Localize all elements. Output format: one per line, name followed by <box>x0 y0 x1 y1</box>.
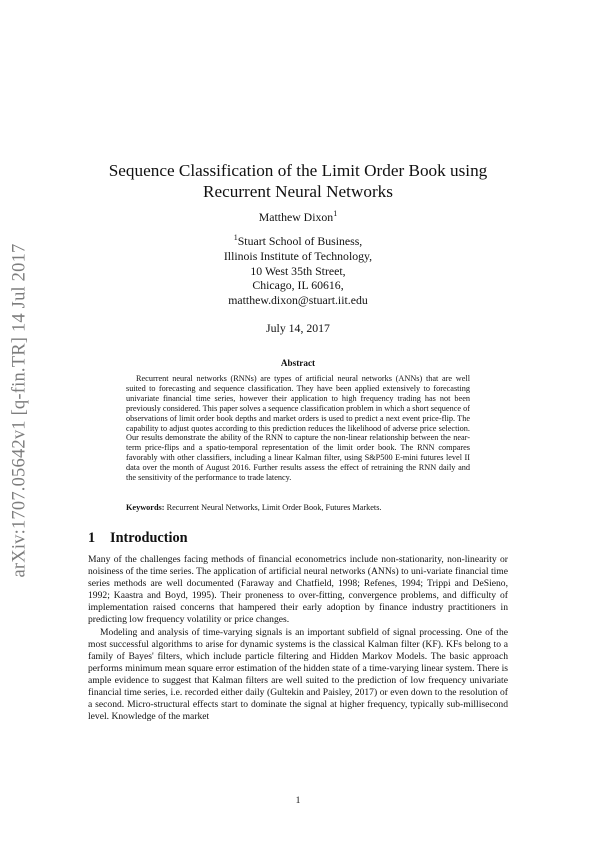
author-affiliation-mark: 1 <box>333 209 338 219</box>
arxiv-stamp-text: arXiv:1707.05642v1 [q-fin.TR] 14 Jul 2017 <box>9 243 30 577</box>
keywords <box>126 503 470 513</box>
paper-title <box>88 160 508 202</box>
paragraph-2: Modeling and analysis of time-varying signals is an important subfield of signal processing. One of the most successful algorithms to arise for dynamic systems is the classical Kalman filter (KF). KFs belong to a family of Bayes' filters, which include particle filtering and Hidden Markov Models. The basic approach performs minimum mean square error estimation of the hidden state of a time-varying linear system. There is ample evidence to suggest that Kalman filters are well suited to the prediction of low frequency univariate financial time series, i.e. recorded either daily (Gultekin and Paisley, 2017) or even down to the resolution of a second. Micro-structural effects start to dominate the signal at higher frequency, typically sub-millisecond level. Knowledge of the market <box>88 626 508 723</box>
affiliation-line-2: Illinois Institute of Technology, <box>223 248 373 263</box>
affiliation-line-1: $^1$Stuart School of Business, <box>233 233 363 248</box>
title-line-2: Recurrent Neural Networks <box>203 182 393 201</box>
paragraph-1: Many of the challenges facing methods of financial econometrics include non-stationarity, non-linearity or noisiness of the time series. The application of artificial neural networks (ANNs) to uni-variate financial time series methods are well documented (Faraway and Chatfield, 1998; Refenes, 1994; Trippi and DeSieno, 1992; Kaastra and Boyd, 1995). Their proneness to over-fitting, convergence problems, and difficulty of implementation raised concerns that hampered their early adoption by finance industry practitioners in predicting low frequency volatility or price changes. <box>88 554 508 626</box>
page-number: 1 <box>295 795 301 806</box>
author <box>88 210 508 225</box>
section-heading <box>88 530 188 547</box>
author-email[interactable]: matthew.dixon@stuart.iit.edu <box>228 293 368 308</box>
affiliation-block <box>88 234 508 308</box>
section-body <box>88 554 508 723</box>
arxiv-stamp <box>4 230 36 590</box>
keywords-label: Keywords: <box>126 503 165 512</box>
affiliation-line-4: Chicago, IL 60616, <box>252 278 344 293</box>
abstract-text: Recurrent neural networks (RNNs) are types of artificial neural networks (ANNs) that are well suited to forecasting and sequence classification. They have been applied extensively to forecasting univariate financial time series, however their application to high frequency trading has not been previously considered. This paper solves a sequence classification problem in which a short sequence of observations of limit order book depths and market orders is used to predict a next event price-flip. The capability to adjust quotes according to this prediction reduces the likelihood of adverse price selection. Our results demonstrate the ability of the RNN to capture the non-linear relationship between the near-term price-flips and a spatio-temporal representation of the limit order book. The RNN compares favorably with other classifiers, including a linear Kalman filter, using S&P500 E-mini futures level II data over the month of August 2016. Further results assess the effect of retraining the RNN daily and the sensitivity of the performance to trade latency. <box>126 374 470 483</box>
affiliation-line-3: 10 West 35th Street, <box>250 263 346 278</box>
section-number: 1 <box>88 530 96 546</box>
abstract-heading: Abstract <box>280 358 316 368</box>
affiliation-mark: 1 <box>233 233 238 243</box>
title-line-1: Sequence Classification of the Limit Order Book using <box>108 161 488 180</box>
paper-date: July 14, 2017 <box>266 321 330 335</box>
author-name: Matthew Dixon <box>258 210 334 224</box>
keywords-text: Recurrent Neural Networks, Limit Order Book, Futures Markets. <box>166 503 382 512</box>
section-title: Introduction <box>110 530 188 546</box>
